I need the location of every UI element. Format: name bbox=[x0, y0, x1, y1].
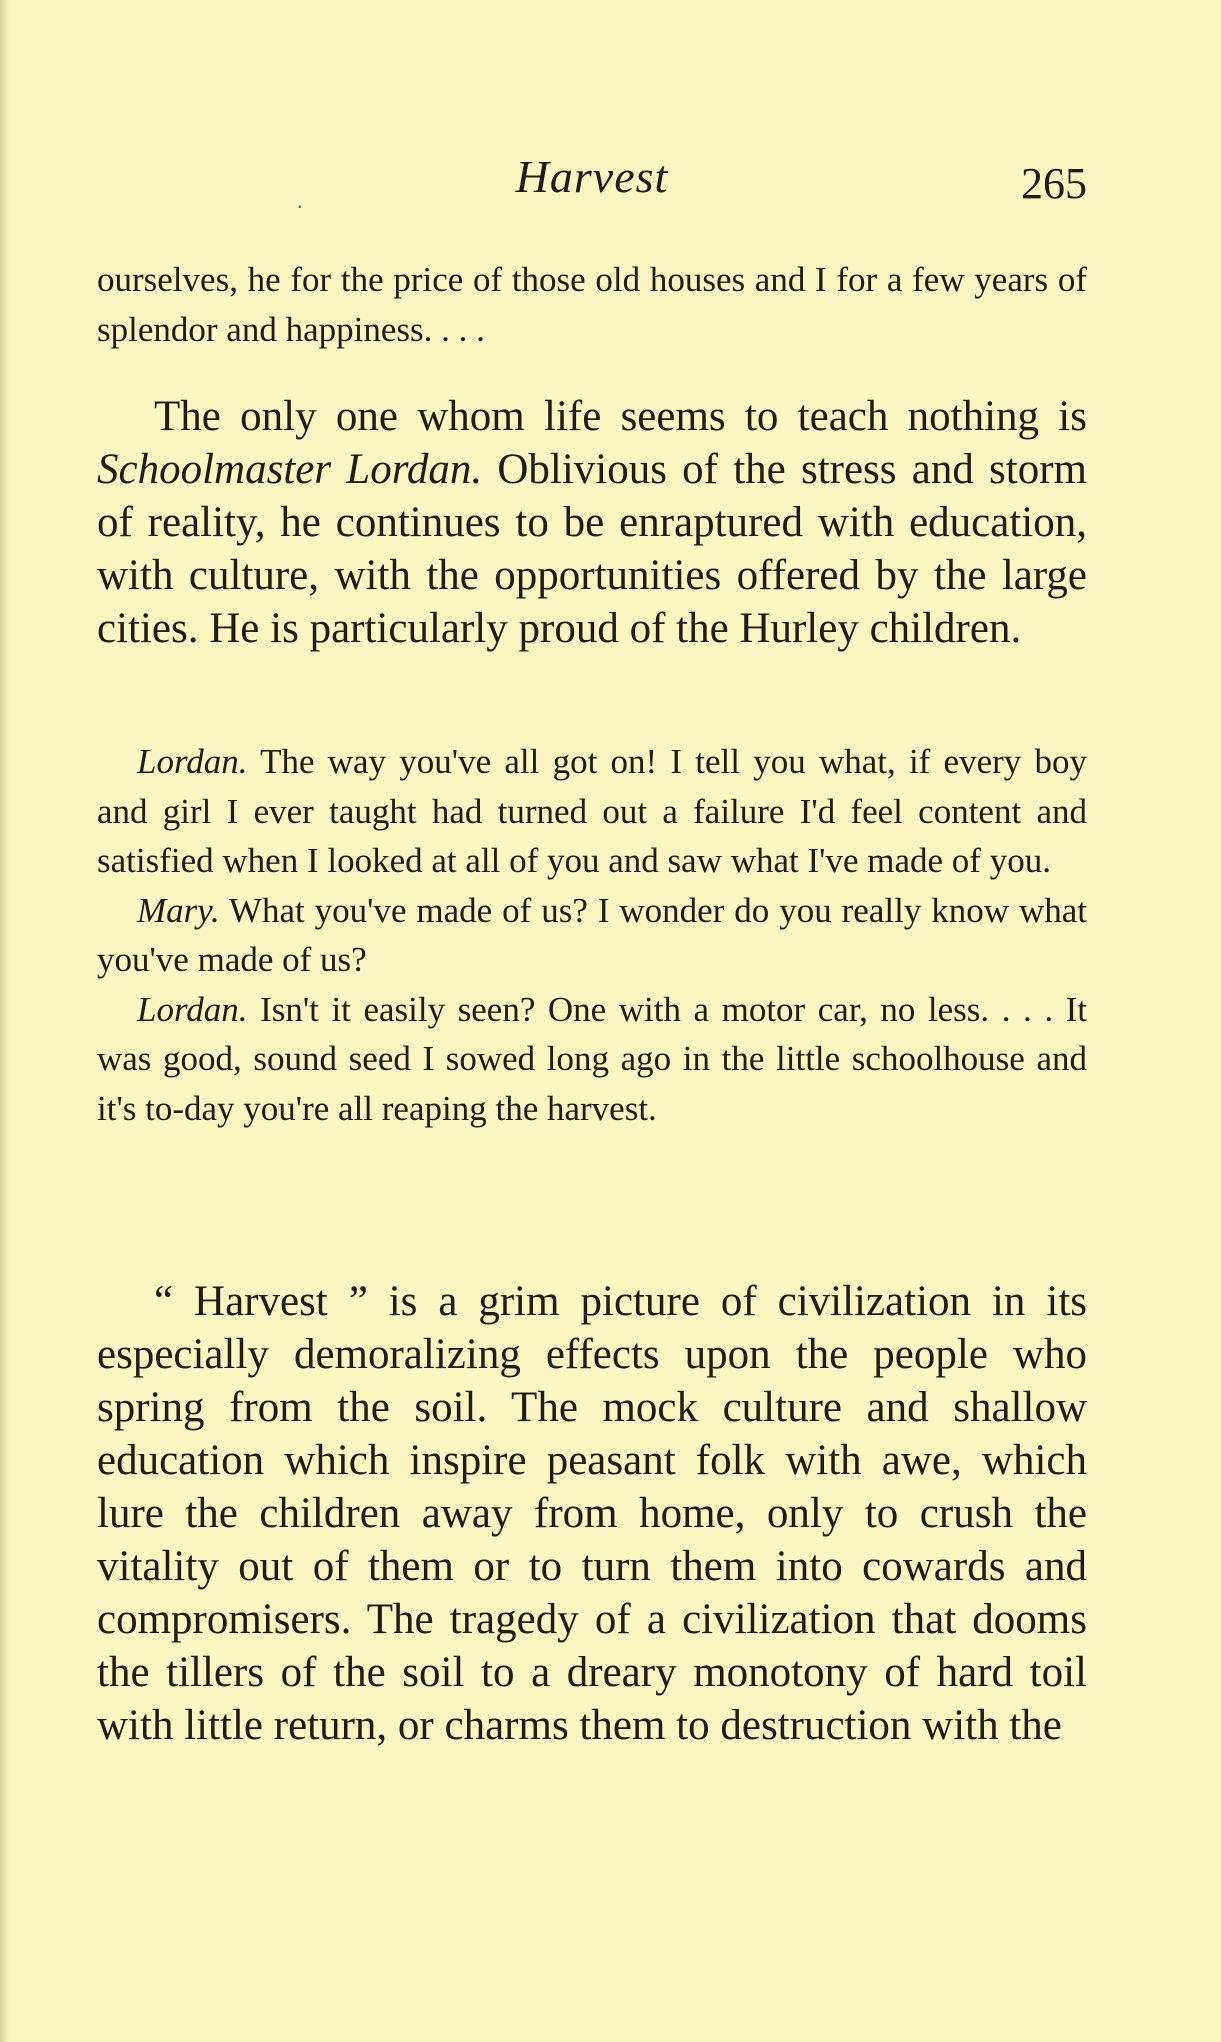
dialogue-line bbox=[97, 886, 1087, 985]
dialogue-line bbox=[97, 737, 1087, 886]
paragraph-1-before: The only one whom life seems to teach nothing is bbox=[154, 393, 1087, 440]
page-edge bbox=[0, 0, 10, 2042]
continuation-paragraph bbox=[97, 255, 1087, 354]
decorative-dot: . bbox=[297, 188, 303, 213]
paragraph-1-text bbox=[97, 390, 1087, 655]
paragraph-1 bbox=[97, 390, 1087, 655]
dialogue-text: Isn't it easily seen? One with a motor car, no less. . . . It was good, sound seed I sowed long ago in the little schoolhouse and it's to-day you're all reaping the harvest. bbox=[97, 989, 1087, 1128]
speaker-name: Mary. bbox=[137, 890, 220, 930]
paragraph-2 bbox=[97, 1275, 1087, 1752]
continuation-text: ourselves, he for the price of those old houses and I for a few years of splendor and happiness. . . . bbox=[97, 260, 1087, 349]
paragraph-2-text: “ Harvest ” is a grim picture of civilization in its especially demoralizing effects upon the people who spring from the soil. The mock culture and shallow education which inspire peasant folk with awe, which lure the children away from home, only to crush the vitality out of them or to turn them into cowards and compromisers. The tragedy of a civilization that dooms the tillers of the soil to a dreary monotony of hard toil with little return, or charms them to destruction with the bbox=[97, 1278, 1087, 1749]
dialogue-block bbox=[97, 737, 1087, 1133]
speaker-name: Lordan. bbox=[137, 742, 248, 781]
dialogue-text: What you've made of us? I wonder do you really know what you've made of us? bbox=[97, 890, 1087, 979]
running-title: Harvest bbox=[515, 151, 669, 202]
dialogue-line bbox=[97, 985, 1087, 1134]
speaker-name: Lordan. bbox=[137, 989, 248, 1029]
paragraph-1-italic: Schoolmaster Lordan. bbox=[97, 446, 483, 493]
page-header bbox=[97, 150, 1087, 220]
paragraph-1-after: Oblivious of the stress and storm of reality, he continues to be enraptured with education, with culture, with the opportunities offered by the large cities. He is particularly proud of the Hurley children. bbox=[97, 446, 1087, 652]
dialogue-text: The way you've all got on! I tell you what, if every boy and girl I ever taught had turned out a failure I'd feel content and satisfied when I looked at all of you and saw what I've made of you. bbox=[97, 742, 1087, 880]
page-number: 265 bbox=[1021, 159, 1087, 208]
